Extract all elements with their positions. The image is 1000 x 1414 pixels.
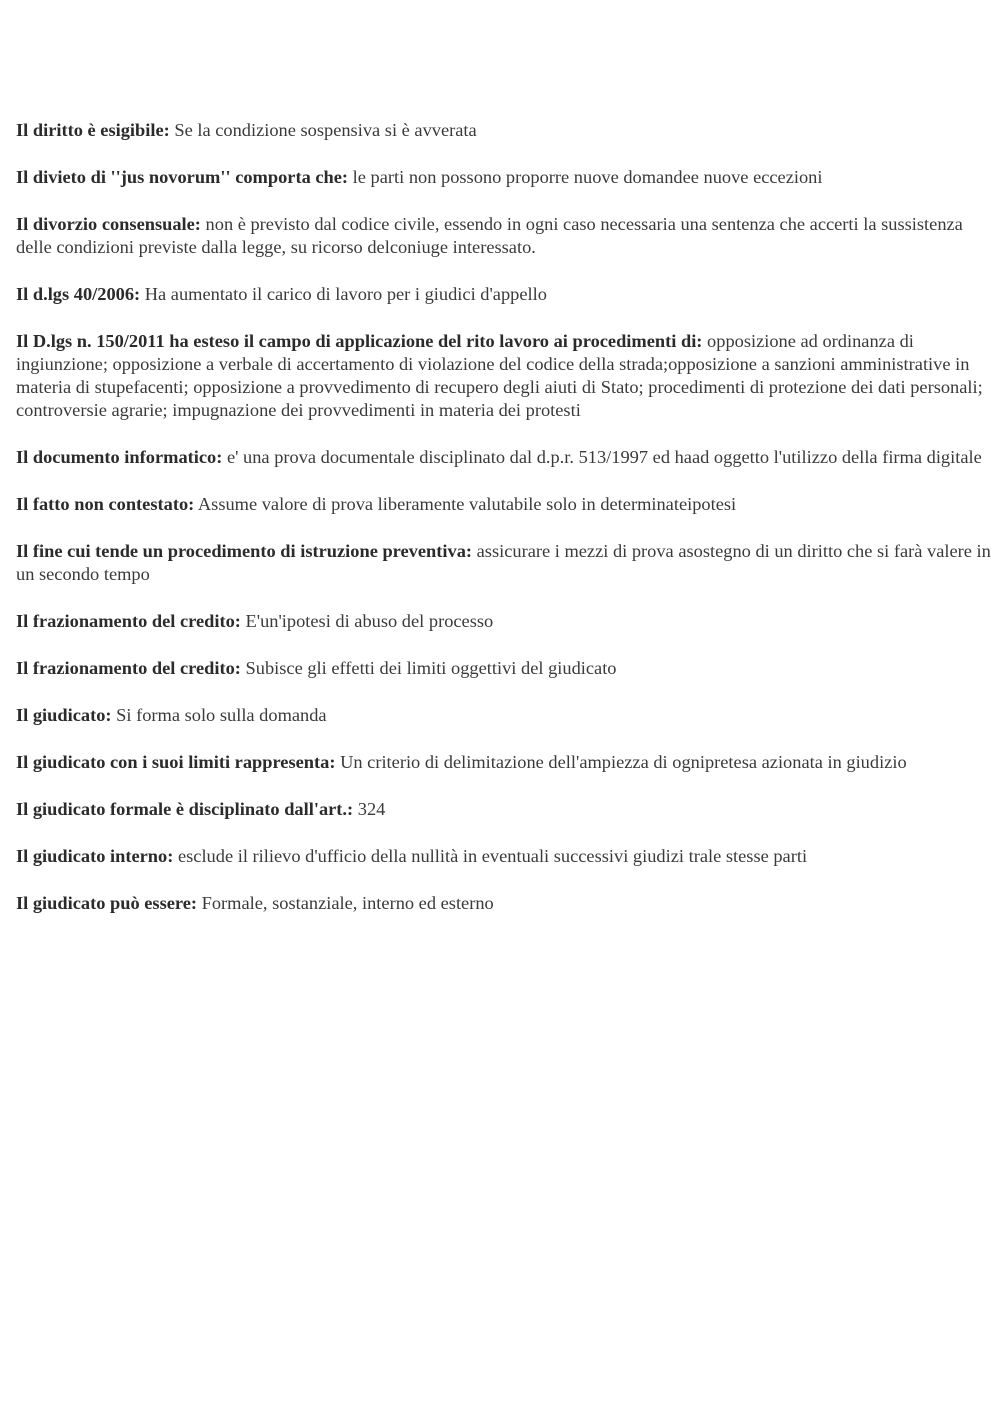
entry-term: Il divorzio consensuale: — [16, 214, 201, 234]
entry — [16, 540, 994, 586]
entry-answer: Un criterio di delimitazione dell'ampiezza di ognipretesa azionata in giudizio — [340, 752, 907, 772]
entry — [16, 446, 994, 469]
entry-term: Il giudicato può essere: — [16, 893, 198, 913]
entry-answer: non è previsto dal codice civile, essendo in ogni caso necessaria una sentenza che accerti la sussistenza delle condizioni previste dalla legge, su ricorso delconiuge interessato. — [16, 214, 963, 257]
entry-answer: Formale, sostanziale, interno ed esterno — [201, 893, 494, 913]
entry — [16, 798, 994, 821]
entry — [16, 610, 994, 633]
entry-answer: Se la condizione sospensiva si è avverata — [174, 120, 477, 140]
entry-term: Il d.lgs 40/2006: — [16, 284, 141, 304]
entry — [16, 845, 994, 868]
entry — [16, 166, 994, 189]
entry — [16, 119, 994, 142]
entry-answer: 324 — [357, 799, 386, 819]
entry-term: Il D.lgs n. 150/2011 ha esteso il campo di applicazione del rito lavoro ai procedimenti di: — [16, 331, 703, 351]
entry-term: Il diritto è esigibile: — [16, 120, 170, 140]
entry — [16, 213, 994, 259]
entry-term: Il giudicato: — [16, 705, 112, 725]
entry-answer: opposizione ad ordinanza di ingiunzione; opposizione a verbale di accertamento di violazione del codice della strada;opposizione a sanzioni amministrative in materia di stupefacenti; opposizione a provvedimento di recupero degli aiuti di Stato; procedimenti di protezione dei dati personali; controversie agrarie; impugnazione dei provvedimenti in materia dei protesti — [16, 331, 983, 420]
entry-term: Il giudicato formale è disciplinato dall'art.: — [16, 799, 354, 819]
entry-answer: Assume valore di prova liberamente valutabile solo in determinateipotesi — [197, 494, 737, 514]
entry — [16, 704, 994, 727]
entry-answer: assicurare i mezzi di prova asostegno di un diritto che si farà valere in un secondo tempo — [16, 541, 991, 584]
entry-answer: e' una prova documentale disciplinato dal d.p.r. 513/1997 ed haad oggetto l'utilizzo della firma digitale — [226, 447, 982, 467]
entry-term: Il giudicato interno: — [16, 846, 174, 866]
entry — [16, 330, 994, 422]
entry-answer: esclude il rilievo d'ufficio della nullità in eventuali successivi giudizi trale stesse parti — [177, 846, 808, 866]
entry-answer: E'un'ipotesi di abuso del processo — [245, 611, 494, 631]
entry-answer: le parti non possono proporre nuove domandee nuove eccezioni — [352, 167, 823, 187]
document-page — [16, 119, 994, 939]
entry-term: Il frazionamento del credito: — [16, 611, 241, 631]
entry-term: Il frazionamento del credito: — [16, 658, 241, 678]
entry-term: Il giudicato con i suoi limiti rappresenta: — [16, 752, 336, 772]
entry-term: Il divieto di ''jus novorum'' comporta che: — [16, 167, 349, 187]
entry-answer: Ha aumentato il carico di lavoro per i giudici d'appello — [144, 284, 547, 304]
entry — [16, 657, 994, 680]
entry-term: Il fatto non contestato: — [16, 494, 195, 514]
entry-answer: Subisce gli effetti dei limiti oggettivi del giudicato — [245, 658, 617, 678]
entry-term: Il documento informatico: — [16, 447, 223, 467]
entry — [16, 892, 994, 915]
entry — [16, 493, 994, 516]
entry — [16, 751, 994, 774]
entry-term: Il fine cui tende un procedimento di istruzione preventiva: — [16, 541, 473, 561]
entry-answer: Si forma solo sulla domanda — [116, 705, 327, 725]
entry — [16, 283, 994, 306]
